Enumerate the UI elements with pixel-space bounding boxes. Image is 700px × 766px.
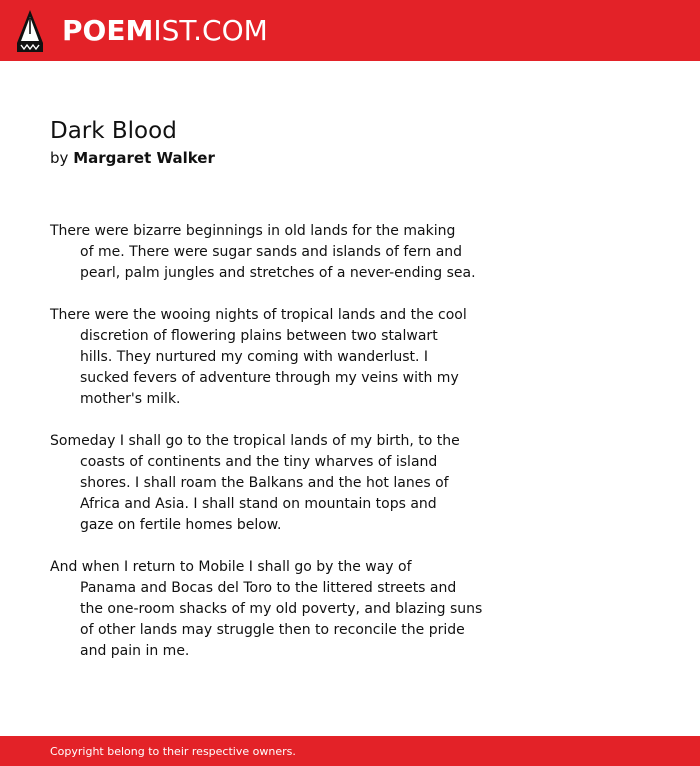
stanza [50,431,650,536]
byline [50,147,650,169]
poem-line: the one-room shacks of my old poverty, and blazing suns [80,601,483,617]
stanza [50,221,650,284]
poem-line: Someday I shall go to the tropical lands of my birth, to the [50,433,460,449]
poem-title: Dark Blood [50,118,177,144]
poem-line: of me. There were sugar sands and islands of fern and [80,244,463,260]
poem-line: Africa and Asia. I shall stand on mountain tops and [80,496,437,512]
poem-line: Panama and Bocas del Toro to the littered streets and [80,580,457,596]
poem-line: And when I return to Mobile I shall go by the way of [50,559,412,575]
poem-line: coasts of continents and the tiny wharves of island [80,454,438,470]
poem-line: There were bizarre beginnings in old lands for the making [50,223,456,239]
poem-line: of other lands may struggle then to reconcile the pride [80,622,465,638]
poem-line: There were the wooing nights of tropical lands and the cool [50,307,467,323]
brand-bold-part: POEM [62,14,154,47]
brand-light-part: IST.COM [153,14,268,47]
poem-body [50,221,650,662]
author-name: Margaret Walker [73,149,215,167]
stanza [50,557,650,662]
stanza [50,305,650,410]
by-label: by [50,149,69,167]
poem-line: discretion of flowering plains between two stalwart [80,328,438,344]
poem-line: sucked fevers of adventure through my veins with my [80,370,459,386]
site-brand [62,14,268,47]
poem-line: shores. I shall roam the Balkans and the hot lanes of [80,475,449,491]
pen-nib-icon [17,10,43,52]
site-logo-link[interactable] [17,9,268,53]
copyright-notice: Copyright belong to their respective owners. [50,745,296,758]
site-header [0,0,700,61]
poem-line: and pain in me. [80,643,190,659]
poem-line: gaze on fertile homes below. [80,517,282,533]
poem-line: mother's milk. [80,391,181,407]
poem-line: hills. They nurtured my coming with wanderlust. I [80,349,429,365]
poem-content [50,116,650,683]
poem-line: pearl, palm jungles and stretches of a never-ending sea. [80,265,476,281]
site-footer [0,736,700,766]
